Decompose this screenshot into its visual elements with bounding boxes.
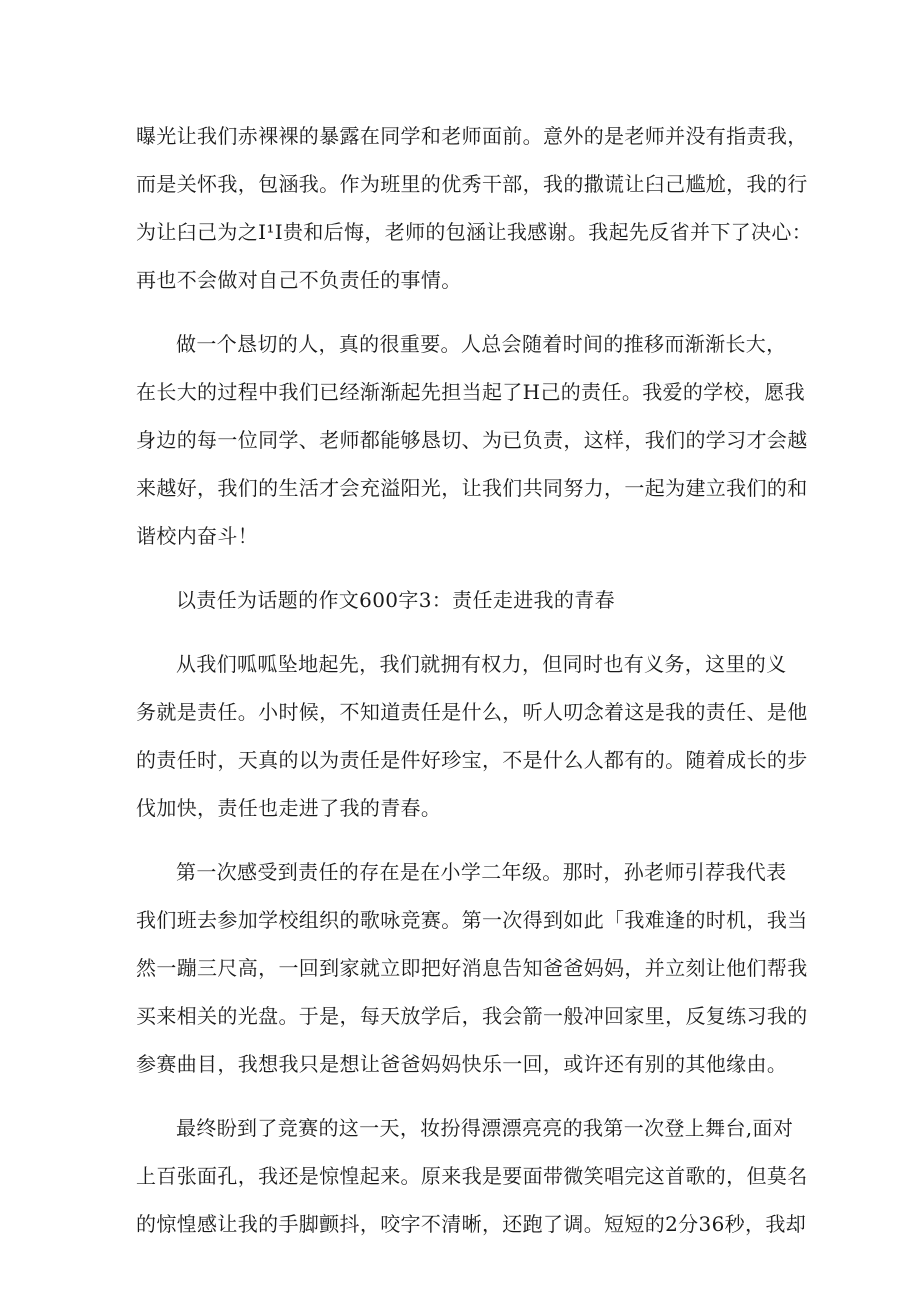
text-line: 曝光让我们赤裸裸的暴露在同学和老师面前。意外的是老师并没有指责我， bbox=[136, 124, 808, 148]
paragraph-gap bbox=[136, 304, 796, 320]
text-line: 参赛曲目，我想我只是想让爸爸妈妈快乐一回，或许还有别的其他缘由。 bbox=[136, 1052, 788, 1076]
text-line: 从我们呱呱坠地起先，我们就拥有权力，但同时也有义务，这里的义 bbox=[176, 652, 787, 676]
paragraph-4 bbox=[136, 848, 808, 1088]
text-line: 身边的每一位同学、老师都能够恳切、为已负责，这样，我们的学习才会越 bbox=[136, 428, 808, 452]
text-line: 为让臼己为之I¹I贵和后悔，老师的包涵让我感谢。我起先反省并下了决心： bbox=[136, 220, 813, 244]
text-line: 的惊惶感让我的手脚颤抖，咬字不清晰，还跑了调。短短的2分36秒，我却 bbox=[136, 1212, 807, 1236]
text-line: 在长大的过程中我们已经渐渐起先担当起了H己的责任。我爱的学校，愿我 bbox=[136, 380, 805, 404]
text-line: 做一个恳切的人，真的很重要。人总会随着时间的推移而渐渐长大， bbox=[176, 332, 787, 356]
paragraph-gap bbox=[136, 1088, 796, 1104]
paragraph-gap bbox=[136, 832, 796, 848]
text-line: 第一次感受到责任的存在是在小学二年级。那时，孙老师引荐我代表 bbox=[176, 860, 787, 884]
paragraph-1 bbox=[136, 112, 813, 304]
text-line: 最终盼到了竞赛的这一天，妆扮得漂漂亮亮的我第一次登上舞台,面对 bbox=[176, 1116, 794, 1140]
section-heading-text: 以责任为话题的作文600字3：责任走进我的青春 bbox=[176, 588, 615, 612]
text-line: 然一蹦三尺高，一回到家就立即把好消息告知爸爸妈妈，并立刻让他们帮我 bbox=[136, 956, 808, 980]
text-line: 再也不会做对自己不负责任的事情。 bbox=[136, 268, 462, 292]
paragraph-5 bbox=[136, 1104, 808, 1248]
text-line: 上百张面孔，我还是惊惶起来。原来我是要面带微笑唱完这首歌的，但莫名 bbox=[136, 1164, 808, 1188]
text-line: 来越好，我们的生活才会充溢阳光，让我们共同努力，一起为建立我们的和 bbox=[136, 476, 808, 500]
document-body bbox=[136, 112, 813, 1248]
text-line: 我们班去参加学校组织的歌咏竞赛。第一次得到如此「我难逢的时机，我当 bbox=[136, 908, 808, 932]
text-line: 伐加快，责任也走进了我的青春。 bbox=[136, 796, 442, 820]
paragraph-2 bbox=[136, 320, 808, 560]
section-heading bbox=[136, 576, 796, 624]
text-line: 的责任时，天真的以为责任是件好珍宝，不是什么人都有的。随着成长的步 bbox=[136, 748, 808, 772]
text-line: 谐校内奋斗！ bbox=[136, 524, 259, 548]
paragraph-gap bbox=[136, 560, 796, 576]
text-line: 务就是责任。小时候，不知道责任是什么，听人叨念着这是我的责任、是他 bbox=[136, 700, 808, 724]
text-line: 买来相关的光盘。于是，每天放学后，我会箭一般冲回家里，反复练习我的 bbox=[136, 1004, 808, 1028]
text-line: 而是关怀我，包涵我。作为班里的优秀干部，我的撒谎让臼己尴尬，我的行 bbox=[136, 172, 808, 196]
paragraph-3 bbox=[136, 640, 808, 832]
paragraph-gap bbox=[136, 624, 796, 640]
